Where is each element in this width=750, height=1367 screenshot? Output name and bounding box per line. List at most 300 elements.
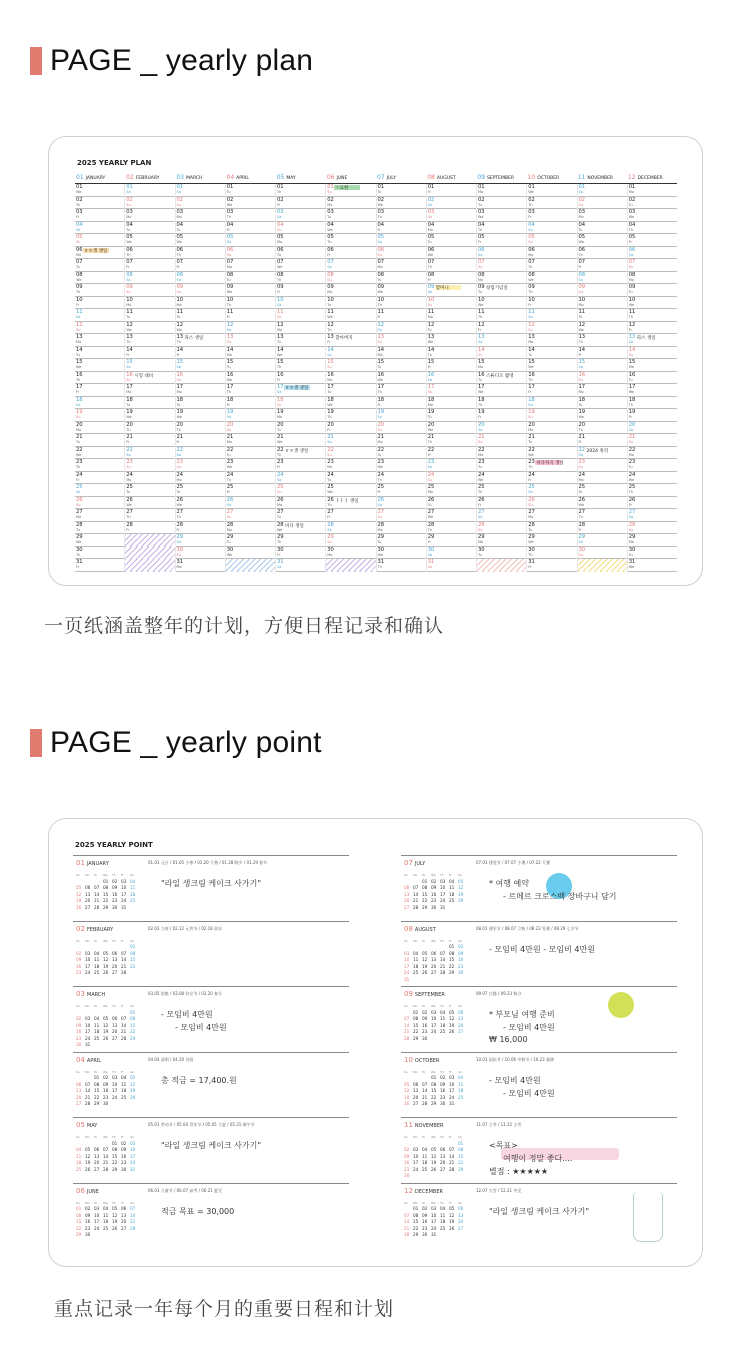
day-cell[interactable]: [176, 434, 225, 447]
mini-day[interactable]: 03: [404, 950, 410, 956]
day-cell[interactable]: [326, 384, 375, 397]
mini-day[interactable]: 02: [76, 950, 82, 956]
day-cell[interactable]: [527, 447, 576, 460]
mini-day[interactable]: 03: [431, 1009, 437, 1015]
mini-day[interactable]: 09: [431, 885, 437, 890]
mini-day[interactable]: 21: [413, 898, 419, 903]
mini-day[interactable]: 05: [449, 1206, 455, 1211]
day-cell[interactable]: [326, 509, 375, 522]
mini-day[interactable]: 29: [103, 904, 109, 910]
day-cell[interactable]: [326, 209, 375, 222]
mini-day[interactable]: 17: [449, 1088, 455, 1093]
day-cell[interactable]: [125, 509, 174, 522]
day-cell[interactable]: [125, 272, 174, 285]
day-cell[interactable]: [75, 372, 124, 385]
day-cell[interactable]: [578, 459, 627, 472]
mini-day[interactable]: 01: [413, 1206, 419, 1211]
mini-day[interactable]: 14: [449, 1153, 455, 1159]
day-cell[interactable]: [377, 409, 426, 422]
mini-day[interactable]: 26: [449, 1225, 455, 1231]
day-cell[interactable]: [75, 484, 124, 497]
mini-day[interactable]: 17: [85, 1029, 91, 1034]
day-cell[interactable]: [176, 209, 225, 222]
day-cell[interactable]: [527, 497, 576, 510]
mini-day[interactable]: 22: [130, 963, 136, 969]
mini-day[interactable]: 26: [103, 970, 109, 975]
mini-day[interactable]: 26: [130, 1094, 136, 1100]
day-cell[interactable]: [628, 284, 677, 297]
mini-day[interactable]: 14: [440, 957, 446, 962]
day-cell[interactable]: [326, 447, 375, 460]
mini-day[interactable]: 05: [422, 950, 428, 956]
day-cell[interactable]: [125, 497, 174, 510]
day-cell[interactable]: [527, 334, 576, 347]
mini-day[interactable]: 17: [121, 891, 127, 897]
day-cell[interactable]: [377, 459, 426, 472]
day-cell[interactable]: [75, 222, 124, 235]
day-cell[interactable]: [125, 397, 174, 410]
mini-day[interactable]: 17: [94, 1219, 100, 1224]
day-cell[interactable]: [427, 509, 476, 522]
mini-day[interactable]: 28: [85, 1101, 91, 1106]
day-cell[interactable]: [578, 197, 627, 210]
mini-day[interactable]: 04: [130, 878, 136, 884]
mini-day[interactable]: 08: [413, 1212, 419, 1218]
day-cell[interactable]: [578, 397, 627, 410]
mini-day[interactable]: 07: [422, 1081, 428, 1087]
mini-day[interactable]: 05: [103, 950, 109, 956]
mini-day[interactable]: 28: [121, 1035, 127, 1041]
day-cell[interactable]: [176, 522, 225, 535]
mini-day[interactable]: 13: [85, 891, 91, 897]
mini-day[interactable]: 13: [112, 1022, 118, 1028]
mini-day[interactable]: 13: [94, 1153, 100, 1159]
day-cell[interactable]: [377, 209, 426, 222]
mini-day[interactable]: 12: [449, 1212, 455, 1218]
day-cell[interactable]: [578, 309, 627, 322]
day-cell[interactable]: [377, 234, 426, 247]
day-cell[interactable]: [477, 297, 526, 310]
mini-day[interactable]: 27: [76, 1101, 82, 1106]
day-cell[interactable]: [176, 272, 225, 285]
day-cell[interactable]: [125, 534, 174, 547]
mini-day[interactable]: 19: [422, 963, 428, 969]
mini-day[interactable]: 09: [76, 957, 82, 962]
mini-day[interactable]: 07: [94, 885, 100, 890]
mini-day[interactable]: 16: [76, 1029, 82, 1034]
mini-day[interactable]: 25: [121, 1094, 127, 1100]
day-cell[interactable]: [326, 372, 375, 385]
mini-day[interactable]: 20: [112, 963, 118, 969]
mini-day[interactable]: 16: [112, 891, 118, 897]
mini-day[interactable]: 20: [458, 1219, 464, 1224]
mini-day[interactable]: 24: [130, 1160, 136, 1165]
mini-day[interactable]: 23: [404, 1166, 410, 1172]
mini-day[interactable]: 15: [458, 1153, 464, 1159]
day-cell[interactable]: [226, 522, 275, 535]
day-cell[interactable]: [326, 397, 375, 410]
day-cell[interactable]: [276, 484, 325, 497]
day-cell[interactable]: [276, 372, 325, 385]
day-cell[interactable]: [628, 272, 677, 285]
day-cell[interactable]: [75, 447, 124, 460]
mini-day[interactable]: 26: [404, 1101, 410, 1106]
mini-day[interactable]: 10: [413, 1153, 419, 1159]
mini-day[interactable]: 16: [76, 963, 82, 969]
day-cell[interactable]: [377, 509, 426, 522]
day-cell[interactable]: [477, 509, 526, 522]
day-cell[interactable]: [578, 347, 627, 360]
mini-day[interactable]: 10: [431, 1016, 437, 1021]
day-cell[interactable]: [326, 347, 375, 360]
mini-day[interactable]: 15: [76, 1219, 82, 1224]
day-cell[interactable]: [326, 234, 375, 247]
mini-day[interactable]: 28: [103, 1166, 109, 1172]
mini-day[interactable]: 15: [431, 1088, 437, 1093]
day-cell[interactable]: [226, 397, 275, 410]
mini-day[interactable]: 24: [431, 1029, 437, 1034]
mini-day[interactable]: 18: [121, 1088, 127, 1093]
day-cell[interactable]: [578, 409, 627, 422]
day-cell[interactable]: [276, 397, 325, 410]
day-cell[interactable]: [226, 284, 275, 297]
mini-day[interactable]: 10: [94, 1212, 100, 1218]
mini-day[interactable]: 16: [404, 1160, 410, 1165]
mini-day[interactable]: 16: [103, 1088, 109, 1093]
day-cell[interactable]: [578, 184, 627, 197]
day-cell[interactable]: [628, 459, 677, 472]
day-cell[interactable]: [226, 509, 275, 522]
day-cell[interactable]: [628, 334, 677, 347]
day-cell[interactable]: [276, 384, 325, 397]
day-cell[interactable]: [527, 484, 576, 497]
mini-day[interactable]: 19: [85, 1160, 91, 1165]
mini-day[interactable]: 18: [440, 1219, 446, 1224]
day-cell[interactable]: [75, 384, 124, 397]
mini-day[interactable]: 08: [94, 1081, 100, 1087]
mini-day[interactable]: 05: [130, 1075, 136, 1080]
day-cell[interactable]: [578, 247, 627, 260]
day-cell[interactable]: [527, 284, 576, 297]
mini-day[interactable]: 07: [85, 1081, 91, 1087]
day-cell[interactable]: [527, 347, 576, 360]
mini-day[interactable]: 03: [112, 1075, 118, 1080]
mini-day[interactable]: 24: [431, 1225, 437, 1231]
day-cell[interactable]: [125, 359, 174, 372]
day-cell[interactable]: [377, 297, 426, 310]
mini-day[interactable]: 31: [130, 1166, 136, 1172]
mini-day[interactable]: 28: [440, 970, 446, 975]
mini-day[interactable]: 26: [449, 1029, 455, 1034]
day-cell[interactable]: [427, 334, 476, 347]
mini-day[interactable]: 10: [121, 885, 127, 890]
day-cell[interactable]: [427, 309, 476, 322]
day-cell[interactable]: [176, 322, 225, 335]
mini-day[interactable]: 12: [103, 1022, 109, 1028]
mini-day[interactable]: 10: [449, 1081, 455, 1087]
mini-day[interactable]: 14: [413, 891, 419, 897]
day-cell[interactable]: [226, 359, 275, 372]
day-cell[interactable]: [527, 197, 576, 210]
mini-day[interactable]: 11: [413, 957, 419, 962]
mini-day[interactable]: 09: [121, 1147, 127, 1152]
mini-day[interactable]: 15: [449, 957, 455, 962]
mini-day[interactable]: 01: [413, 1009, 419, 1015]
mini-day[interactable]: 23: [76, 970, 82, 975]
day-cell[interactable]: [427, 322, 476, 335]
day-cell[interactable]: [477, 209, 526, 222]
day-cell[interactable]: [377, 359, 426, 372]
day-cell[interactable]: [427, 497, 476, 510]
mini-day[interactable]: 06: [76, 1081, 82, 1087]
mini-day[interactable]: 06: [94, 1147, 100, 1152]
mini-day[interactable]: 18: [103, 1219, 109, 1224]
day-cell[interactable]: [226, 534, 275, 547]
mini-day[interactable]: 30: [458, 970, 464, 975]
day-cell[interactable]: [527, 422, 576, 435]
mini-day[interactable]: 21: [121, 1029, 127, 1034]
mini-day[interactable]: 09: [422, 1212, 428, 1218]
day-cell[interactable]: [326, 272, 375, 285]
mini-day[interactable]: 26: [76, 904, 82, 910]
day-cell[interactable]: [75, 297, 124, 310]
mini-day[interactable]: 30: [76, 1042, 82, 1047]
mini-day[interactable]: 24: [85, 1035, 91, 1041]
mini-day[interactable]: 23: [431, 898, 437, 903]
day-cell[interactable]: [226, 334, 275, 347]
mini-day[interactable]: 11: [121, 1081, 127, 1087]
day-cell[interactable]: [527, 259, 576, 272]
mini-day[interactable]: 11: [458, 1081, 464, 1087]
day-cell[interactable]: [276, 259, 325, 272]
day-cell[interactable]: [176, 259, 225, 272]
mini-day[interactable]: 21: [85, 1094, 91, 1100]
day-cell[interactable]: [377, 222, 426, 235]
mini-day[interactable]: 21: [103, 1160, 109, 1165]
day-cell[interactable]: [527, 359, 576, 372]
day-cell[interactable]: [75, 259, 124, 272]
mini-day[interactable]: 23: [422, 1029, 428, 1034]
day-cell[interactable]: [125, 547, 174, 560]
mini-day[interactable]: 04: [76, 1147, 82, 1152]
mini-day[interactable]: 21: [94, 898, 100, 903]
mini-day[interactable]: 25: [103, 1225, 109, 1231]
day-cell[interactable]: [427, 384, 476, 397]
mini-day[interactable]: 24: [413, 1166, 419, 1172]
day-cell[interactable]: [477, 459, 526, 472]
day-cell[interactable]: [75, 347, 124, 360]
day-cell[interactable]: [226, 547, 275, 560]
day-cell[interactable]: [628, 422, 677, 435]
mini-day[interactable]: 03: [85, 1016, 91, 1021]
day-cell[interactable]: [125, 209, 174, 222]
mini-day[interactable]: 17: [413, 1160, 419, 1165]
mini-day[interactable]: 21: [404, 1029, 410, 1034]
day-cell[interactable]: [176, 284, 225, 297]
mini-day[interactable]: 02: [85, 1206, 91, 1211]
mini-day[interactable]: 26: [458, 898, 464, 903]
mini-day[interactable]: 03: [449, 1075, 455, 1080]
mini-day[interactable]: 24: [85, 970, 91, 975]
day-cell[interactable]: [75, 322, 124, 335]
mini-day[interactable]: 14: [94, 891, 100, 897]
day-cell[interactable]: [427, 447, 476, 460]
day-cell[interactable]: [176, 459, 225, 472]
day-cell[interactable]: [326, 309, 375, 322]
mini-day[interactable]: 06: [413, 1081, 419, 1087]
mini-day[interactable]: 03: [440, 878, 446, 884]
mini-day[interactable]: 05: [76, 885, 82, 890]
mini-day[interactable]: 06: [431, 950, 437, 956]
mini-day[interactable]: 09: [112, 885, 118, 890]
day-cell[interactable]: [477, 309, 526, 322]
mini-day[interactable]: 01: [76, 1206, 82, 1211]
day-cell[interactable]: [125, 384, 174, 397]
mini-day[interactable]: 07: [130, 1206, 136, 1211]
mini-day[interactable]: 19: [458, 891, 464, 897]
mini-day[interactable]: 20: [121, 1219, 127, 1224]
day-cell[interactable]: [578, 484, 627, 497]
day-cell[interactable]: [628, 184, 677, 197]
day-cell[interactable]: [176, 384, 225, 397]
mini-day[interactable]: 11: [94, 957, 100, 962]
mini-day[interactable]: 19: [449, 1022, 455, 1028]
mini-day[interactable]: 12: [130, 1081, 136, 1087]
day-cell[interactable]: [176, 359, 225, 372]
day-cell[interactable]: [176, 559, 225, 572]
mini-day[interactable]: 19: [103, 1029, 109, 1034]
day-cell[interactable]: [326, 197, 375, 210]
day-cell[interactable]: [377, 547, 426, 560]
mini-day[interactable]: 30: [85, 1232, 91, 1237]
mini-day[interactable]: 17: [431, 1022, 437, 1028]
day-cell[interactable]: [176, 422, 225, 435]
day-cell[interactable]: [477, 259, 526, 272]
day-cell[interactable]: [377, 422, 426, 435]
day-cell[interactable]: [477, 484, 526, 497]
day-cell[interactable]: [125, 347, 174, 360]
mini-day[interactable]: 28: [121, 970, 127, 975]
mini-day[interactable]: 19: [112, 1219, 118, 1224]
day-cell[interactable]: [477, 359, 526, 372]
mini-day[interactable]: 15: [413, 1219, 419, 1224]
mini-day[interactable]: 10: [112, 1081, 118, 1087]
day-cell[interactable]: [326, 259, 375, 272]
day-cell[interactable]: [226, 422, 275, 435]
day-cell[interactable]: [427, 359, 476, 372]
mini-day[interactable]: 14: [103, 1153, 109, 1159]
day-cell[interactable]: [326, 184, 375, 197]
mini-day[interactable]: 30: [440, 1101, 446, 1106]
mini-day[interactable]: 29: [431, 1101, 437, 1106]
mini-day[interactable]: 05: [103, 1016, 109, 1021]
day-cell[interactable]: [326, 459, 375, 472]
mini-day[interactable]: 22: [413, 1029, 419, 1034]
day-cell[interactable]: [527, 209, 576, 222]
day-cell[interactable]: [125, 459, 174, 472]
day-cell[interactable]: [628, 522, 677, 535]
mini-day[interactable]: 07: [404, 1016, 410, 1021]
day-cell[interactable]: [276, 247, 325, 260]
mini-day[interactable]: 19: [431, 1160, 437, 1165]
mini-day[interactable]: 01: [103, 878, 109, 884]
mini-day[interactable]: 19: [449, 1219, 455, 1224]
mini-day[interactable]: 02: [422, 1206, 428, 1211]
mini-day[interactable]: 13: [112, 957, 118, 962]
day-cell[interactable]: [176, 347, 225, 360]
mini-day[interactable]: 28: [94, 904, 100, 910]
day-cell[interactable]: [427, 472, 476, 485]
mini-day[interactable]: 11: [94, 1022, 100, 1028]
mini-day[interactable]: 25: [440, 1029, 446, 1034]
mini-day[interactable]: 04: [440, 1009, 446, 1015]
mini-day[interactable]: 02: [431, 878, 437, 884]
mini-day[interactable]: 12: [76, 891, 82, 897]
mini-day[interactable]: 12: [112, 1212, 118, 1218]
mini-day[interactable]: 27: [413, 1101, 419, 1106]
mini-day[interactable]: 04: [94, 950, 100, 956]
day-cell[interactable]: [326, 409, 375, 422]
mini-day[interactable]: 25: [76, 1166, 82, 1172]
day-cell[interactable]: [176, 372, 225, 385]
day-cell[interactable]: [578, 422, 627, 435]
day-cell[interactable]: [75, 247, 124, 260]
mini-day[interactable]: 06: [404, 885, 410, 890]
day-cell[interactable]: [326, 422, 375, 435]
day-cell[interactable]: [176, 184, 225, 197]
mini-day[interactable]: 27: [404, 904, 410, 910]
mini-day[interactable]: 18: [76, 1160, 82, 1165]
mini-day[interactable]: 13: [413, 1088, 419, 1093]
day-cell[interactable]: [75, 334, 124, 347]
day-cell[interactable]: [276, 272, 325, 285]
mini-day[interactable]: 15: [103, 891, 109, 897]
day-cell[interactable]: [176, 197, 225, 210]
day-cell[interactable]: [578, 222, 627, 235]
mini-day[interactable]: 26: [112, 1225, 118, 1231]
day-cell[interactable]: [628, 209, 677, 222]
mini-day[interactable]: 26: [85, 1166, 91, 1172]
day-cell[interactable]: [427, 247, 476, 260]
day-cell[interactable]: [527, 522, 576, 535]
mini-day[interactable]: 08: [130, 1016, 136, 1021]
mini-day[interactable]: 25: [422, 1166, 428, 1172]
day-cell[interactable]: [75, 509, 124, 522]
mini-day[interactable]: 19: [76, 898, 82, 903]
mini-day[interactable]: 16: [458, 957, 464, 962]
mini-day[interactable]: 03: [121, 878, 127, 884]
mini-day[interactable]: 23: [422, 1225, 428, 1231]
mini-day[interactable]: 24: [440, 898, 446, 903]
mini-day[interactable]: 18: [440, 1022, 446, 1028]
mini-day[interactable]: 14: [121, 1022, 127, 1028]
day-cell[interactable]: [578, 372, 627, 385]
mini-day[interactable]: 27: [112, 1035, 118, 1041]
mini-day[interactable]: 21: [130, 1219, 136, 1224]
day-cell[interactable]: [578, 434, 627, 447]
mini-day[interactable]: 13: [76, 1088, 82, 1093]
mini-day[interactable]: 10: [431, 1212, 437, 1218]
mini-day[interactable]: 17: [112, 1088, 118, 1093]
day-cell[interactable]: [276, 534, 325, 547]
mini-day[interactable]: 05: [112, 1206, 118, 1211]
day-cell[interactable]: [578, 472, 627, 485]
day-cell[interactable]: [326, 322, 375, 335]
day-cell[interactable]: [226, 559, 275, 572]
mini-day[interactable]: 20: [431, 963, 437, 969]
day-cell[interactable]: [75, 459, 124, 472]
day-cell[interactable]: [176, 547, 225, 560]
